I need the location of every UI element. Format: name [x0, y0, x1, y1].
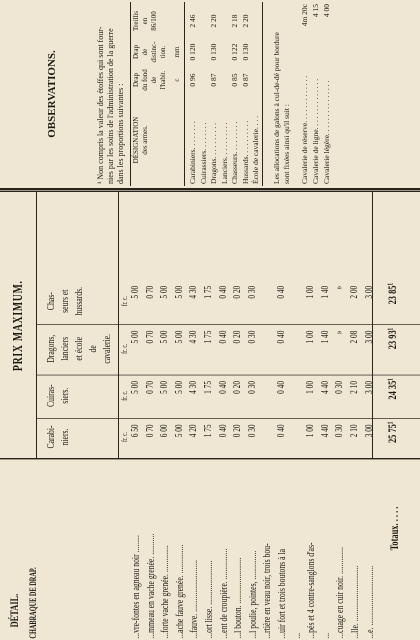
prices-left-rule: [0, 458, 420, 459]
price-cell: 0 70: [144, 424, 156, 438]
detail-item: ...fauve. ...........................: [188, 559, 201, 639]
prices-header-rule: [118, 192, 119, 459]
price-cell: 4 30: [188, 330, 200, 344]
price-cell: 2 08: [349, 330, 360, 344]
detail-heading: DÉTAIL.: [7, 593, 21, 628]
observations-table-unit: c: [173, 78, 181, 82]
fabric-value: 0 130: [209, 43, 218, 61]
fabric-value: 2 18: [230, 14, 239, 28]
observations-intro-line: nies par les soins de l'administration de la guerre: [106, 28, 115, 184]
price-column-unit: fr. c.: [120, 431, 129, 443]
totals-label: Totaux. . . . .: [387, 506, 401, 551]
price-column-unit: fr. c.: [120, 343, 129, 354]
price-cell: 1 40: [319, 330, 331, 344]
allocation-value: 4m 20c: [300, 4, 309, 27]
price-column-divider: [36, 324, 420, 325]
price-cell: 5 00: [130, 381, 141, 394]
observations-title: OBSERVATIONS.: [46, 50, 58, 138]
price-cell: 1 75: [203, 285, 214, 299]
price-cell: 0 40: [276, 381, 287, 394]
price-column-header: Carabi- niers.: [45, 425, 71, 449]
observations-table-header: Drap de distinc- tion.: [132, 41, 167, 63]
price-cell: 6 50: [130, 424, 141, 438]
arm-name: Cuirassiers. . . . . . . .: [198, 122, 208, 184]
detail-item: ...l poulie, pointes, ...............: [246, 550, 259, 639]
price-total: 24 35¹: [385, 378, 399, 400]
price-cell: 4 30: [188, 381, 200, 394]
fabric-value: 0 85: [230, 73, 239, 87]
price-cell: 5 00: [159, 381, 171, 394]
observations-note-line: Les allocations de galons à cul-de-dé pour bordure: [272, 32, 281, 184]
price-column-header: Cuiras- siers.: [45, 384, 71, 408]
price-total: 23 85¹: [385, 283, 399, 305]
price-cell: 1 40: [319, 285, 331, 299]
price-cell: 0 70: [144, 285, 156, 299]
price-total: 25 75¹: [385, 421, 399, 444]
price-cell: 5 00: [173, 285, 185, 299]
price-cell: 2 10: [349, 381, 360, 394]
detail-item: ...lle. .............................: [349, 565, 361, 639]
price-cell: 6 00: [159, 424, 171, 438]
fabric-value: 0 130: [240, 43, 250, 61]
price-cell: »: [334, 330, 346, 335]
detail-item: ...vre-fontes en agneau noir .........: [130, 535, 142, 639]
price-cell: 5 00: [173, 381, 185, 394]
price-cell: 0 20: [232, 424, 244, 438]
price-cell: »: [334, 285, 346, 290]
detail-item: ...mmeau en vache grenée. ...........: [144, 533, 157, 639]
detail-item: ...pés et 4 contre-sanglons d'as-: [305, 542, 318, 639]
prices-right-rule: [0, 191, 420, 192]
observations-table-rule: [184, 2, 185, 186]
price-cell: 2 10: [349, 424, 360, 438]
observations-table-header: DÉSIGNATION des armes.: [132, 116, 149, 164]
price-cell: 0 30: [246, 381, 258, 394]
observations-table-rule: [130, 2, 131, 186]
price-cell: 0 40: [217, 424, 229, 438]
price-cell: 0 40: [217, 285, 229, 299]
prices-title: PRIX MAXIMUM.: [11, 280, 26, 372]
prices-total-rule: [372, 192, 373, 459]
price-cell: 3 00: [363, 424, 375, 438]
allocation-label: Cavalerie légère. . . . . . . . . . . . . . .: [322, 80, 331, 184]
allocation-label: Cavalerie de réserve. . . . . . . . . . . . .: [300, 75, 309, 184]
detail-item: ...: [290, 632, 303, 639]
detail-item: ...l bouton. ........................: [232, 557, 245, 639]
detail-subheading: CHABRAQUE DE DRAP.: [28, 567, 38, 639]
detail-item: ...ent de croupière. ................: [217, 548, 230, 639]
price-cell: 2 00: [349, 285, 360, 299]
fabric-value: 0 122: [230, 43, 239, 61]
price-cell: 5 00: [159, 330, 171, 344]
observations-intro-line: ¹ Non compris la valeur des étoffes qui sont four-: [96, 26, 105, 184]
price-cell: 1 00: [305, 381, 317, 394]
price-cell: 3 00: [363, 381, 375, 394]
price-cell: 1 75: [203, 424, 214, 438]
price-cell: 5 00: [173, 330, 185, 344]
price-cell: 0 40: [217, 330, 229, 344]
prices-title-rule: [36, 192, 37, 459]
price-cell: 4 30: [188, 285, 200, 299]
observations-note-line: sont fixées ainsi qu'il suit :: [282, 104, 291, 184]
price-cell: 0 20: [232, 330, 244, 344]
observations-divider: [0, 188, 420, 190]
price-cell: 4 40: [319, 381, 331, 394]
price-cell: 0 20: [232, 285, 244, 299]
price-cell: 0 30: [246, 285, 258, 299]
detail-item: ...e. ...............................: [363, 565, 376, 639]
price-cell: 1 00: [305, 330, 317, 344]
detail-item: ...forte vache grenée. ..............: [159, 545, 172, 639]
arm-name: Carabiniers. . . . . . . .: [188, 121, 197, 184]
price-cell: 0 30: [246, 330, 258, 344]
arm-name: Dragons. . . . . . . . . .: [209, 122, 218, 184]
price-total: 23 93¹: [385, 327, 399, 350]
price-cell: 5 00: [159, 285, 171, 299]
arm-name: Chasseurs. . . . . . . . .: [230, 121, 239, 184]
price-cell: 1 00: [305, 285, 317, 299]
price-column-divider: [36, 375, 420, 376]
price-column-divider: [36, 418, 420, 419]
arm-name: École de cavalerie. . . .: [251, 115, 260, 184]
price-cell: 1 00: [305, 424, 317, 438]
observations-intro-line: dans les proportions suivantes :: [116, 83, 125, 184]
detail-item: ...ort lisse. .......................: [203, 560, 215, 639]
price-cell: 5 00: [173, 424, 185, 438]
price-cell: 0 70: [144, 330, 156, 344]
fabric-value: 0 87: [240, 73, 250, 87]
observations-table-rule: [262, 2, 263, 186]
price-cell: 0 40: [217, 381, 229, 394]
detail-and-prices-block: [0, 192, 420, 640]
fabric-value: 2 20: [240, 14, 250, 28]
detail-item: ...ache fauve grenée. ...............: [173, 544, 186, 639]
price-cell: 1 75: [203, 330, 214, 344]
arm-name: Hussards. . . . . . . . . .: [240, 120, 250, 184]
observations-table-header: Treillis en 86/100: [132, 11, 158, 31]
allocation-value: 4 00: [322, 4, 331, 18]
price-column-header: Chas- seurs et hussards.: [45, 286, 85, 316]
arm-name: Lanciers. . . . . . . . . .: [219, 122, 229, 184]
price-cell: 3 00: [363, 330, 375, 344]
fabric-value: 2 46: [188, 14, 197, 28]
price-cell: 0 30: [246, 424, 258, 438]
price-cell: 5 00: [130, 330, 141, 344]
fabric-value: 0 96: [188, 73, 197, 87]
fabric-value: 0 87: [209, 73, 218, 87]
price-cell: 0 30: [334, 424, 346, 438]
price-cell: 0 40: [276, 330, 287, 344]
price-cell: 3 00: [363, 285, 375, 299]
price-cell: 0 40: [276, 285, 287, 299]
price-cell: 0 40: [276, 424, 287, 438]
observations-table-unit: mm: [173, 46, 181, 58]
allocation-value: 4 15: [311, 4, 320, 18]
fabric-value: 0 120: [188, 43, 197, 61]
detail-item: ...cuage en cuir noir. ..............: [334, 547, 347, 639]
observations-panel: [0, 0, 420, 190]
allocation-label: Cavalerie de ligne. . . . . . . . . . . . . .: [311, 78, 320, 184]
detail-item: ...: [319, 632, 332, 639]
price-cell: 1 75: [203, 381, 214, 394]
price-column-unit: fr. c.: [120, 390, 129, 401]
price-cell: 0 20: [232, 381, 244, 394]
detail-item: ...rtière en veau noir, trois bou-: [261, 543, 274, 639]
detail-item: ...uir fort et trois boutons à la: [276, 548, 288, 639]
price-column-header: Dragons, lanciers et école de cavalerie.: [45, 333, 113, 364]
price-column-unit: fr. c.: [120, 296, 129, 307]
fabric-value: 2 20: [209, 14, 218, 28]
price-cell: 4 20: [188, 424, 200, 438]
price-cell: 5 00: [130, 285, 141, 299]
price-cell: 4 40: [319, 424, 331, 438]
observations-table-header: Drap du fond de l'habit.: [132, 69, 167, 91]
price-cell: 0 70: [144, 381, 156, 394]
price-cell: 0 30: [334, 381, 346, 394]
